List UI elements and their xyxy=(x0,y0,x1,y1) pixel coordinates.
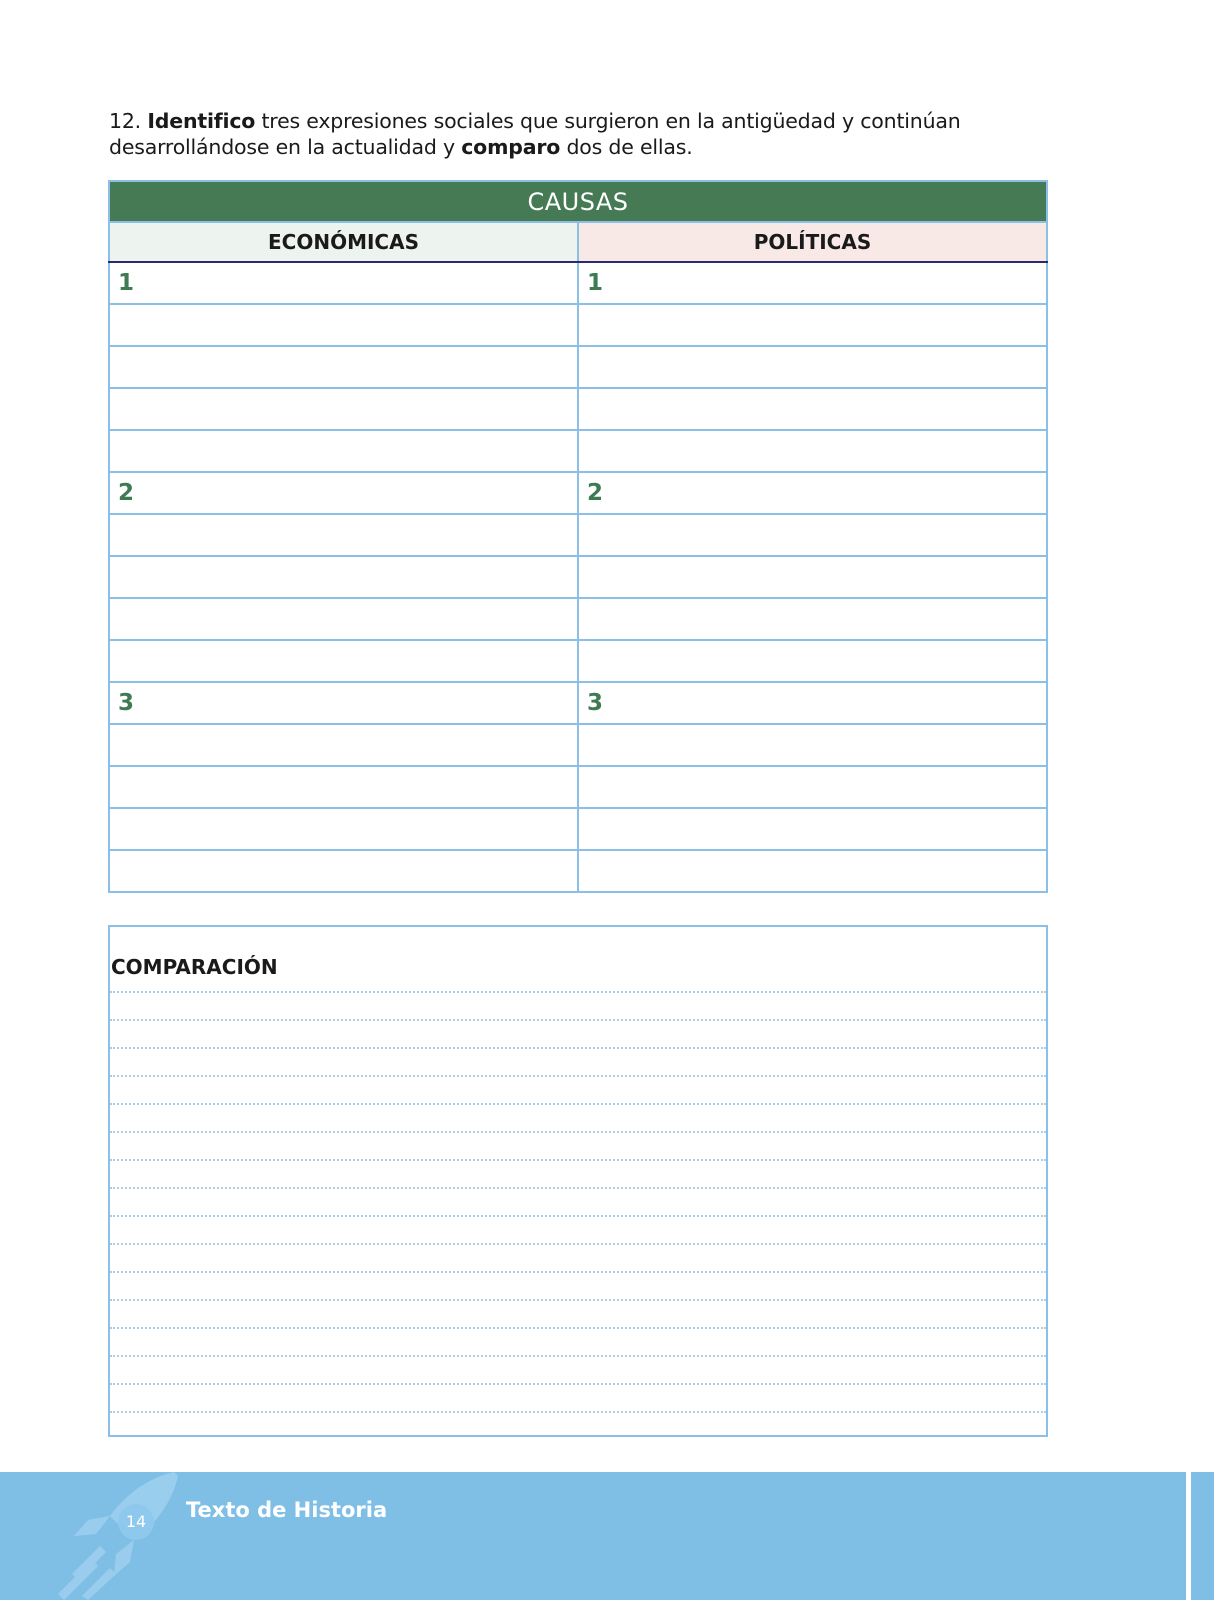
comparison-box[interactable] xyxy=(108,925,1048,1437)
item-number: 2 xyxy=(118,480,135,506)
economic-answer-cell[interactable] xyxy=(109,346,578,388)
political-answer-cell[interactable] xyxy=(578,556,1047,598)
political-answer-cell[interactable] xyxy=(578,682,1047,724)
activity-instruction xyxy=(109,108,1049,160)
writing-line[interactable] xyxy=(110,1215,1046,1217)
instruction-text-part2: dos de ellas. xyxy=(560,135,693,159)
political-answer-cell[interactable] xyxy=(578,724,1047,766)
economic-answer-cell[interactable] xyxy=(109,262,578,304)
instruction-verb-identifico: Identifico xyxy=(147,109,256,133)
instruction-verb-comparo: comparo xyxy=(461,135,561,159)
footer-edge-strip xyxy=(1191,1472,1214,1600)
writing-line[interactable] xyxy=(110,991,1046,993)
column-header-economicas: ECONÓMICAS xyxy=(109,222,578,262)
political-answer-cell[interactable] xyxy=(578,472,1047,514)
political-answer-cell[interactable] xyxy=(578,430,1047,472)
causes-header: CAUSAS xyxy=(109,181,1047,222)
instruction-text-part1: tres expresiones sociales que surgieron en la antigüedad y continúan desarrollándose en la actualidad y xyxy=(109,109,961,159)
writing-line[interactable] xyxy=(110,1047,1046,1049)
writing-line[interactable] xyxy=(110,1019,1046,1021)
political-answer-cell[interactable] xyxy=(578,808,1047,850)
writing-line[interactable] xyxy=(110,1355,1046,1357)
economic-answer-cell[interactable] xyxy=(109,472,578,514)
economic-answer-cell[interactable] xyxy=(109,598,578,640)
writing-line[interactable] xyxy=(110,1187,1046,1189)
economic-answer-cell[interactable] xyxy=(109,682,578,724)
page-footer xyxy=(0,1472,1186,1600)
causes-table xyxy=(108,180,1048,893)
economic-answer-cell[interactable] xyxy=(109,388,578,430)
political-answer-cell[interactable] xyxy=(578,388,1047,430)
item-number: 1 xyxy=(118,270,135,296)
political-answer-cell[interactable] xyxy=(578,304,1047,346)
writing-line[interactable] xyxy=(110,1103,1046,1105)
activity-number: 12. xyxy=(109,109,142,133)
item-number: 3 xyxy=(118,690,135,716)
economic-answer-cell[interactable] xyxy=(109,724,578,766)
page-number-badge: 14 xyxy=(118,1504,154,1540)
writing-line[interactable] xyxy=(110,1411,1046,1413)
item-number: 3 xyxy=(586,690,603,716)
writing-line[interactable] xyxy=(110,1131,1046,1133)
comparison-title: COMPARACIÓN xyxy=(111,955,278,979)
writing-line[interactable] xyxy=(110,1243,1046,1245)
economic-answer-cell[interactable] xyxy=(109,514,578,556)
writing-line[interactable] xyxy=(110,1159,1046,1161)
writing-line[interactable] xyxy=(110,1271,1046,1273)
writing-line[interactable] xyxy=(110,1327,1046,1329)
political-answer-cell[interactable] xyxy=(578,766,1047,808)
political-answer-cell[interactable] xyxy=(578,598,1047,640)
column-header-politicas: POLÍTICAS xyxy=(578,222,1047,262)
economic-answer-cell[interactable] xyxy=(109,640,578,682)
economic-answer-cell[interactable] xyxy=(109,556,578,598)
writing-line[interactable] xyxy=(110,1299,1046,1301)
political-answer-cell[interactable] xyxy=(578,640,1047,682)
economic-answer-cell[interactable] xyxy=(109,766,578,808)
footer-title: Texto de Historia xyxy=(186,1498,388,1522)
economic-answer-cell[interactable] xyxy=(109,850,578,892)
political-answer-cell[interactable] xyxy=(578,346,1047,388)
political-answer-cell[interactable] xyxy=(578,514,1047,556)
rocket-icon xyxy=(52,1472,182,1600)
item-number: 1 xyxy=(586,270,603,296)
writing-line[interactable] xyxy=(110,1383,1046,1385)
economic-answer-cell[interactable] xyxy=(109,808,578,850)
writing-line[interactable] xyxy=(110,1075,1046,1077)
economic-answer-cell[interactable] xyxy=(109,430,578,472)
political-answer-cell[interactable] xyxy=(578,262,1047,304)
item-number: 2 xyxy=(586,480,603,506)
economic-answer-cell[interactable] xyxy=(109,304,578,346)
political-answer-cell[interactable] xyxy=(578,850,1047,892)
